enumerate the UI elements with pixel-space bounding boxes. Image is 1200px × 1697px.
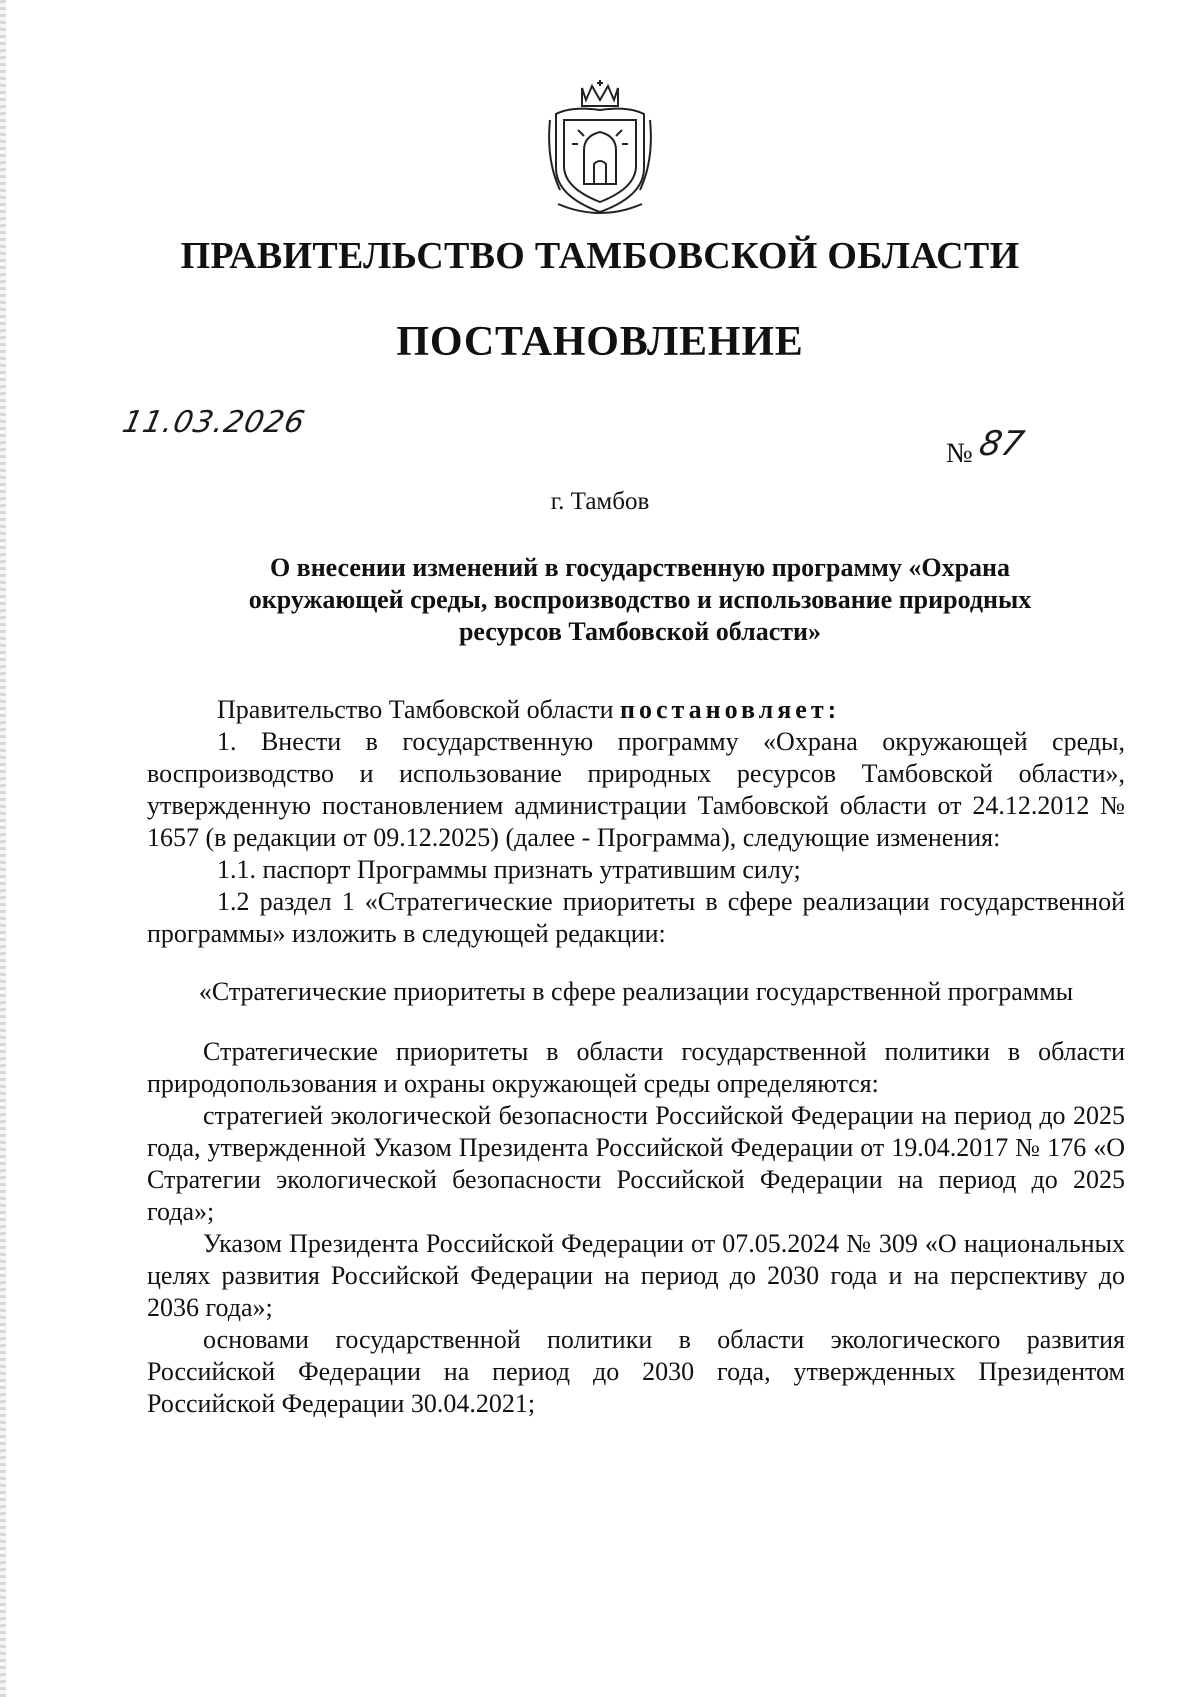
decree-verb: постановляет: — [620, 695, 841, 724]
paragraph: Стратегические приоритеты в области государственной политики в области природопользования и охраны окружающей среды определяются: — [147, 1037, 1125, 1098]
handwritten-date: 11.03.2026 — [119, 405, 309, 440]
document-type-title: ПОСТАНОВЛЕНИЕ — [396, 319, 804, 365]
paragraph: основами государственной политики в области экологического развития Российской Федерации на период до 2030 года, утвержденных Президентом Российской Федерации 30.04.2021; — [147, 1325, 1125, 1418]
paragraph: стратегией экологической безопасности Российской Федерации на период до 2025 года, утвержденной Указом Президента Российской Федерации от 19.04.2017 № 176 «О Стратегии экологической безопасности Российской Федерации на период до 2025 года»; — [147, 1101, 1125, 1226]
decree-intro-text: Правительство Тамбовской области — [217, 695, 614, 724]
item-1: 1. Внести в государственную программу «Охрана окружающей среды, воспроизводство и использование природных ресурсов Тамбовской области», утвержденную постановлением администрации Тамбовской области от 24.12.2012 № 1657 (в редакции от 09.12.2025) (далее - Программа), следующие изменения: — [147, 727, 1125, 852]
section-title: «Стратегические приоритеты в сфере реализации государственной программы — [198, 977, 1074, 1006]
handwritten-document-number: 87 — [975, 424, 1028, 464]
paragraph: Указом Президента Российской Федерации от 07.05.2024 № 309 «О национальных целях развития Российской Федерации на период до 2030 года и на перспективу до 2036 года»; — [147, 1229, 1125, 1322]
decree-body — [147, 694, 1125, 1420]
item-1-1: 1.1. паспорт Программы признать утратившим силу; — [217, 855, 801, 884]
document-number-label: № — [946, 438, 973, 469]
coat-of-arms-icon — [542, 80, 658, 218]
item-1-2: 1.2 раздел 1 «Стратегические приоритеты в сфере реализации государственной программы» изложить в следующей редакции: — [147, 887, 1125, 948]
organization-title: ПРАВИТЕЛЬСТВО ТАМБОВСКОЙ ОБЛАСТИ — [180, 235, 1020, 277]
decree-intro — [147, 694, 1125, 726]
decree-subject: О внесении изменений в государственную программу «Охрана окружающей среды, воспроизводство и использование природных ресурсов Тамбовской области» — [248, 553, 1032, 646]
city-line: г. Тамбов — [550, 488, 650, 515]
